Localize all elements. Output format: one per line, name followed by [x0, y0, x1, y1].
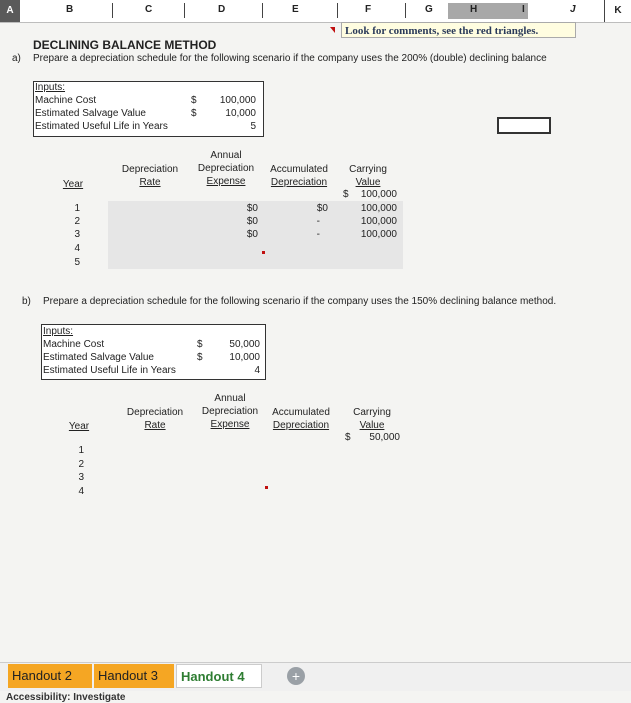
- column-header-j[interactable]: J: [570, 4, 576, 15]
- part-b-year: 3: [78, 472, 84, 483]
- part-b-year-header: Year: [68, 421, 90, 432]
- part-b-salvage-value[interactable]: 10,000: [229, 352, 260, 363]
- part-b-year: 2: [78, 459, 84, 470]
- part-a-carrying-cell[interactable]: 100,000: [360, 216, 397, 227]
- column-header-e[interactable]: E: [292, 4, 299, 15]
- part-a-useful-life-label: Estimated Useful Life in Years: [35, 121, 168, 132]
- part-a-inputs-heading: Inputs:: [35, 82, 66, 93]
- part-a-salvage-value[interactable]: 10,000: [225, 108, 256, 119]
- part-b-year: 4: [78, 486, 84, 497]
- column-header-h[interactable]: H: [470, 4, 478, 15]
- part-b-carrying-header: Carrying Value: [353, 407, 391, 431]
- part-a-year: 3: [74, 229, 80, 240]
- column-header-h-selected[interactable]: [448, 3, 528, 19]
- column-separator: [262, 3, 263, 18]
- part-a-expense-cell[interactable]: $0: [246, 229, 258, 240]
- part-b-question: Prepare a depreciation schedule for the following scenario if the company uses the 150% declining balance method.: [43, 296, 557, 307]
- part-b-expense-header: Annual Depreciation Expense: [201, 393, 259, 430]
- part-b-salvage-symbol: $: [197, 352, 203, 363]
- part-a-initial-carrying-symbol: $: [343, 189, 349, 200]
- column-header-d[interactable]: D: [218, 4, 226, 15]
- part-a-accumulated-cell[interactable]: -: [316, 216, 320, 227]
- column-header-a[interactable]: A: [0, 0, 20, 22]
- part-b-rate-header: Depreciation Rate: [126, 407, 184, 431]
- sheet-tab-handout-4[interactable]: Handout 4: [176, 664, 262, 688]
- part-a-machine-cost-symbol: $: [191, 95, 197, 106]
- column-header-c[interactable]: C: [145, 4, 153, 15]
- comment-note[interactable]: Look for comments, see the red triangles.: [341, 22, 576, 38]
- part-b-useful-life-value[interactable]: 4: [254, 365, 260, 376]
- accessibility-status[interactable]: Accessibility: Investigate: [6, 692, 126, 703]
- part-b-salvage-label: Estimated Salvage Value: [43, 352, 154, 363]
- part-b-initial-carrying-value[interactable]: 50,000: [369, 432, 400, 443]
- part-a-accumulated-cell[interactable]: -: [316, 229, 320, 240]
- comment-indicator-icon[interactable]: [265, 486, 268, 489]
- part-a-year: 4: [74, 243, 80, 254]
- page-title: DECLINING BALANCE METHOD: [33, 38, 217, 52]
- column-header-g[interactable]: G: [425, 4, 433, 15]
- part-a-carrying-header: Carrying Value: [349, 164, 387, 188]
- part-a-machine-cost-value[interactable]: 100,000: [219, 95, 256, 106]
- part-a-rate-header: Depreciation Rate: [121, 164, 179, 188]
- part-a-expense-cell[interactable]: $0: [246, 216, 258, 227]
- part-a-expense-header: Annual Depreciation Expense: [197, 150, 255, 187]
- part-a-salvage-label: Estimated Salvage Value: [35, 108, 146, 119]
- part-b-year: 1: [78, 445, 84, 456]
- part-a-carrying-cell[interactable]: 100,000: [360, 203, 397, 214]
- column-separator: [337, 3, 338, 18]
- part-b-initial-carrying-symbol: $: [345, 432, 351, 443]
- part-b-accumulated-header: Accumulated Depreciation: [272, 407, 330, 431]
- part-b-inputs-heading: Inputs:: [43, 326, 74, 337]
- column-header-i[interactable]: I: [522, 4, 525, 15]
- part-a-useful-life-value[interactable]: 5: [250, 121, 256, 132]
- part-a-salvage-symbol: $: [191, 108, 197, 119]
- comment-indicator-icon[interactable]: [330, 27, 335, 33]
- part-a-expense-cell[interactable]: $0: [246, 203, 258, 214]
- part-a-accumulated-cell[interactable]: $0: [316, 203, 328, 214]
- comment-indicator-icon[interactable]: [262, 251, 265, 254]
- part-a-carrying-cell[interactable]: 100,000: [360, 229, 397, 240]
- part-b-machine-cost-value[interactable]: 50,000: [229, 339, 260, 350]
- part-a-marker: a): [12, 53, 21, 64]
- part-a-initial-carrying-value[interactable]: 100,000: [360, 189, 397, 200]
- part-a-accumulated-header: Accumulated Depreciation: [270, 164, 328, 188]
- part-b-marker: b): [22, 296, 31, 307]
- part-b-machine-cost-label: Machine Cost: [43, 339, 105, 350]
- part-a-question: Prepare a depreciation schedule for the following scenario if the company uses the 200% (double) declining balance: [33, 53, 547, 64]
- part-a-year-header: Year: [62, 179, 84, 190]
- column-header-k[interactable]: K: [604, 0, 631, 22]
- part-a-year: 5: [74, 257, 80, 268]
- part-b-useful-life-label: Estimated Useful Life in Years: [43, 365, 176, 376]
- sheet-tab-handout-3[interactable]: Handout 3: [94, 664, 174, 688]
- column-header-f[interactable]: F: [365, 4, 372, 15]
- column-separator: [112, 3, 113, 18]
- part-a-year: 2: [74, 216, 80, 227]
- column-header-b[interactable]: B: [66, 4, 74, 15]
- sheet-tab-handout-2[interactable]: Handout 2: [8, 664, 92, 688]
- column-separator: [405, 3, 406, 18]
- part-a-machine-cost-label: Machine Cost: [35, 95, 97, 106]
- column-header-bar: [0, 0, 631, 23]
- add-sheet-icon[interactable]: +: [287, 667, 305, 685]
- empty-answer-cell[interactable]: [497, 117, 551, 134]
- part-a-year: 1: [74, 203, 80, 214]
- part-b-machine-cost-symbol: $: [197, 339, 203, 350]
- column-separator: [184, 3, 185, 18]
